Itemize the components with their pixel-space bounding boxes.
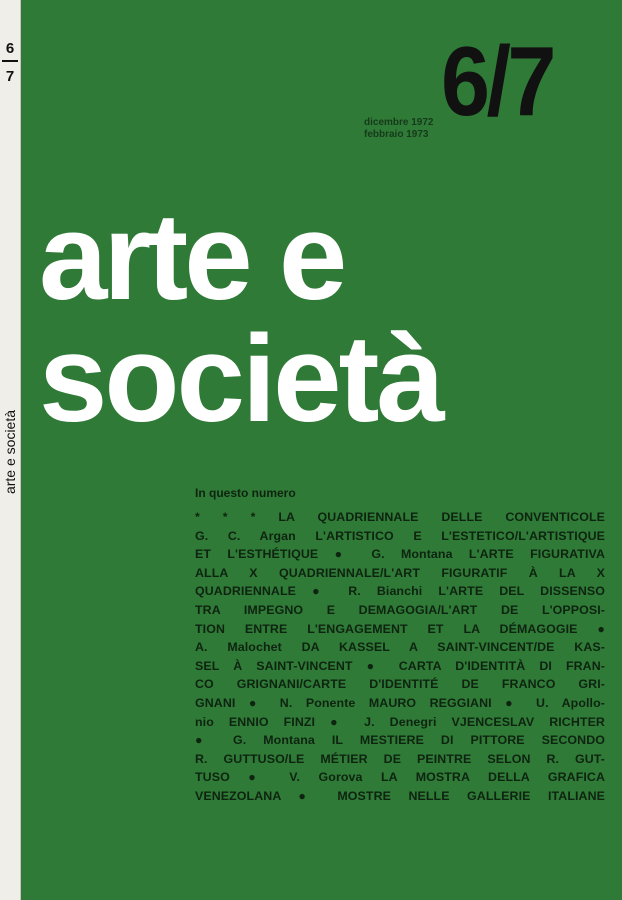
issue-dates: [364, 117, 464, 141]
title-line-1: arte e: [39, 189, 344, 326]
toc-line: ● G. Montana IL MESTIERE DI PITTORE SECONDO: [195, 733, 605, 748]
toc-line: G. C. Argan L'ARTISTICO E L'ESTETICO/L'ARTISTIQUE: [195, 528, 605, 543]
toc-line: VENEZOLANA ● MOSTRE NELLE GALLERIE ITALIANE: [195, 788, 605, 803]
issue-date-end: febbraio 1973: [364, 129, 429, 140]
magazine-cover: [21, 0, 622, 900]
toc-line: QUADRIENNALE ● R. Bianchi L'ARTE DEL DISSENSO: [195, 584, 605, 599]
toc-line: CO GRIGNANI/CARTE D'IDENTITÉ DE FRANCO GRI-: [195, 677, 605, 692]
spine-divider: [2, 60, 18, 62]
toc-line: TRA IMPEGNO E DEMAGOGIA/L'ART DE L'OPPOSI-: [195, 602, 605, 617]
toc-line: SEL À SAINT-VINCENT ● CARTA D'IDENTITÀ DI FRAN-: [195, 658, 605, 673]
toc-line: GNANI ● N. Ponente MAURO REGGIANI ● U. Apollo-: [195, 695, 605, 710]
spine-title-text: arte e società: [2, 409, 18, 495]
issue-date-start: dicembre 1972: [364, 117, 434, 128]
toc-line: TUSO ● V. Gorova LA MOSTRA DELLA GRAFICA: [195, 770, 605, 785]
toc-line: TION ENTRE L'ENGAGEMENT ET LA DÉMAGOGIE ●: [195, 621, 605, 636]
toc-header: In questo numero: [195, 486, 296, 500]
spine: [0, 0, 21, 900]
toc-line: nio ENNIO FINZI ● J. Denegri VJENCESLAV RICHTER: [195, 714, 605, 729]
toc-line: A. Malochet DA KASSEL A SAINT-VINCENT/DE KAS-: [195, 640, 605, 655]
spine-issue-top: 6: [5, 40, 15, 57]
toc-line: * * * LA QUADRIENNALE DELLE CONVENTICOLE: [195, 510, 605, 524]
toc-line: ALLA X QUADRIENNALE/L'ART FIGURATIF À LA X: [195, 565, 605, 580]
toc-line: R. GUTTUSO/LE MÉTIER DE PEINTRE SELON R. GUT-: [195, 751, 605, 766]
spine-issue-bottom: 7: [5, 68, 15, 85]
table-of-contents: [195, 508, 605, 806]
issue-number: 6/7: [441, 26, 553, 136]
toc-line: ET L'ESTHÉTIQUE ● G. Montana L'ARTE FIGURATIVA: [195, 547, 605, 562]
spine-title: [1, 392, 19, 512]
title-line-2: società: [39, 311, 442, 448]
